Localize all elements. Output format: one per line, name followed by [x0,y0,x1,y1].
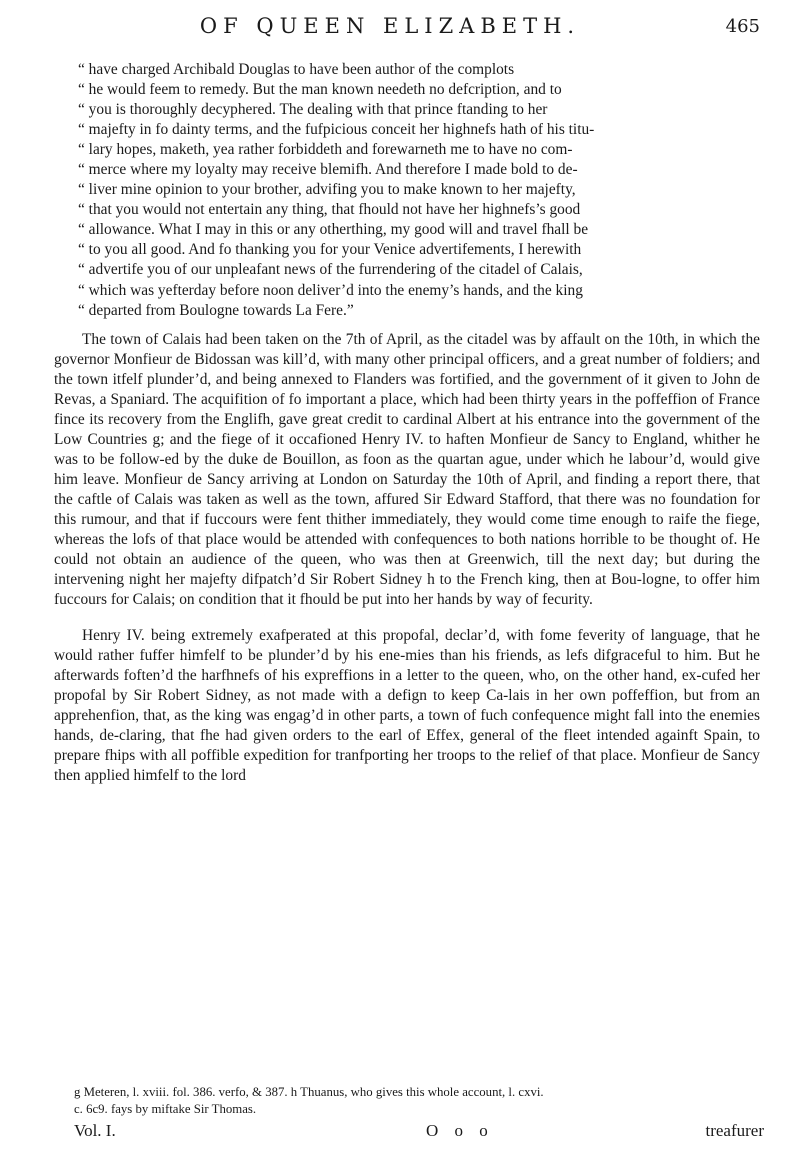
page-header [80,14,760,44]
quote-line: “ merce where my loyalty may receive blemifh. And therefore I made bold to de- [78,161,578,179]
running-title: OF QUEEN ELIZABETH. [199,14,581,38]
volume-label: Vol. I. [74,1121,116,1140]
paragraph-calais: The town of Calais had been taken on the 7th of April, as the citadel was by affault on the 10th, in which the governor Monfieur de Bidossan was kill’d, with many other principal officers, and a great number of foldiers; and the town itfelf plunder’d, and being annexed to Flanders was fortified, and the government of it given to John de Revas, a Spaniard. The acquifition of fo important a place, which had been thirty years in the poffeffion of France fince its recovery from the Englifh, gave great credit to cardinal Albert at his entrance into the government of the Low Countries g; and the fiege of it occafioned Henry IV. to haften Monfieur de Sancy to England, whither he was to be follow-ed by the duke de Bouillon, as foon as the quartan ague, under which he labour’d, would give him leave. Monfieur de Sancy arriving at London on Saturday the 10th of April, and finding a report there, that the caftle of Calais was taken as well as the town, affured Sir Edward Stafford, that there was no foundation for this rumour, and that if fuccours were fent thither immediately, they would come time enough to raife the fiege, whereas the lofs of that place would be attended with confequences to both nations horrible to be thought of. He could not obtain an audience of the queen, who was then at Greenwich, till the next day; but during the intervening night her majefty difpatch’d Sir Robert Sidney h to the French king, then at Bou-logne, to offer him fuccours for Calais; on condition that it fhould be put into her hands by way of fecurity. [54,330,760,609]
quote-line: “ he would feem to remedy. But the man known needeth no defcription, and to [78,81,562,99]
letter-quotation [54,60,760,321]
quote-line: “ that you would not entertain any thing, that fhould not have her highnefs’s good [78,201,581,219]
quote-line: “ to you all good. And fo thanking you for your Venice advertifements, I herewith [78,241,582,259]
quote-line: “ you is thoroughly decyphered. The dealing with that prince ftanding to her [78,101,548,119]
quote-line: “ lary hopes, maketh, yea rather forbiddeth and forewarneth me to have no com- [78,141,573,159]
quote-line: “ allowance. What I may in this or any otherthing, my good will and travel fhall be [78,221,589,239]
body-text [54,60,760,801]
quote-line: “ advertife you of our unpleafant news of the furrendering of the citadel of Calais, [78,261,583,279]
signature-row [74,1121,764,1145]
catchword: treafurer [705,1121,764,1140]
quote-line: “ liver mine opinion to your brother, advifing you to make known to her majefty, [78,181,576,199]
paragraph-henry-iv: Henry IV. being extremely exafperated at this propofal, declar’d, with fome feverity of language, that he would rather fuffer himfelf to be plunder’d by his ene-mies than his friends, as lefs difgraceful to him. But he afterwards foften’d the harfhnefs of his expreffions in a letter to the queen, who, on the other hand, ex-cufed her propofal by Sir Robert Sidney, as not made with a defign to keep Ca-lais in her own poffeffion, but from an apprehenfion, that, as the king was engag’d in other parts, a town of fuch confequence might fall into the enemies hands, de-claring, that fhe had given orders to the earl of Effex, general of the fleet intended againft Spain, to prepare fhips with all poffible expedition for tranfporting her troops to the relief of that place. Monfieur de Sancy then applied himfelf to the lord [54,626,760,784]
quote-line: “ which was yefterday before noon deliver’d into the enemy’s hands, and the king [78,281,583,299]
quote-line: “ departed from Boulogne towards La Fere.” [78,301,354,319]
footnote-line: g Meteren, l. xviii. fol. 386. verfo, & 387. h Thuanus, who gives this whole account, l. cxvi. [74,1085,544,1099]
footnote-line: c. 6c9. fays by miftake Sir Thomas. [74,1102,257,1116]
page-number: 465 [725,16,760,37]
quote-line: “ have charged Archibald Douglas to have been author of the complots [78,61,515,78]
signature-mark: O o o [426,1121,494,1140]
quote-line: “ majefty in fo dainty terms, and the fufpicious conceit her highnefs hath of his titu- [78,121,595,139]
footnotes [74,1084,764,1118]
